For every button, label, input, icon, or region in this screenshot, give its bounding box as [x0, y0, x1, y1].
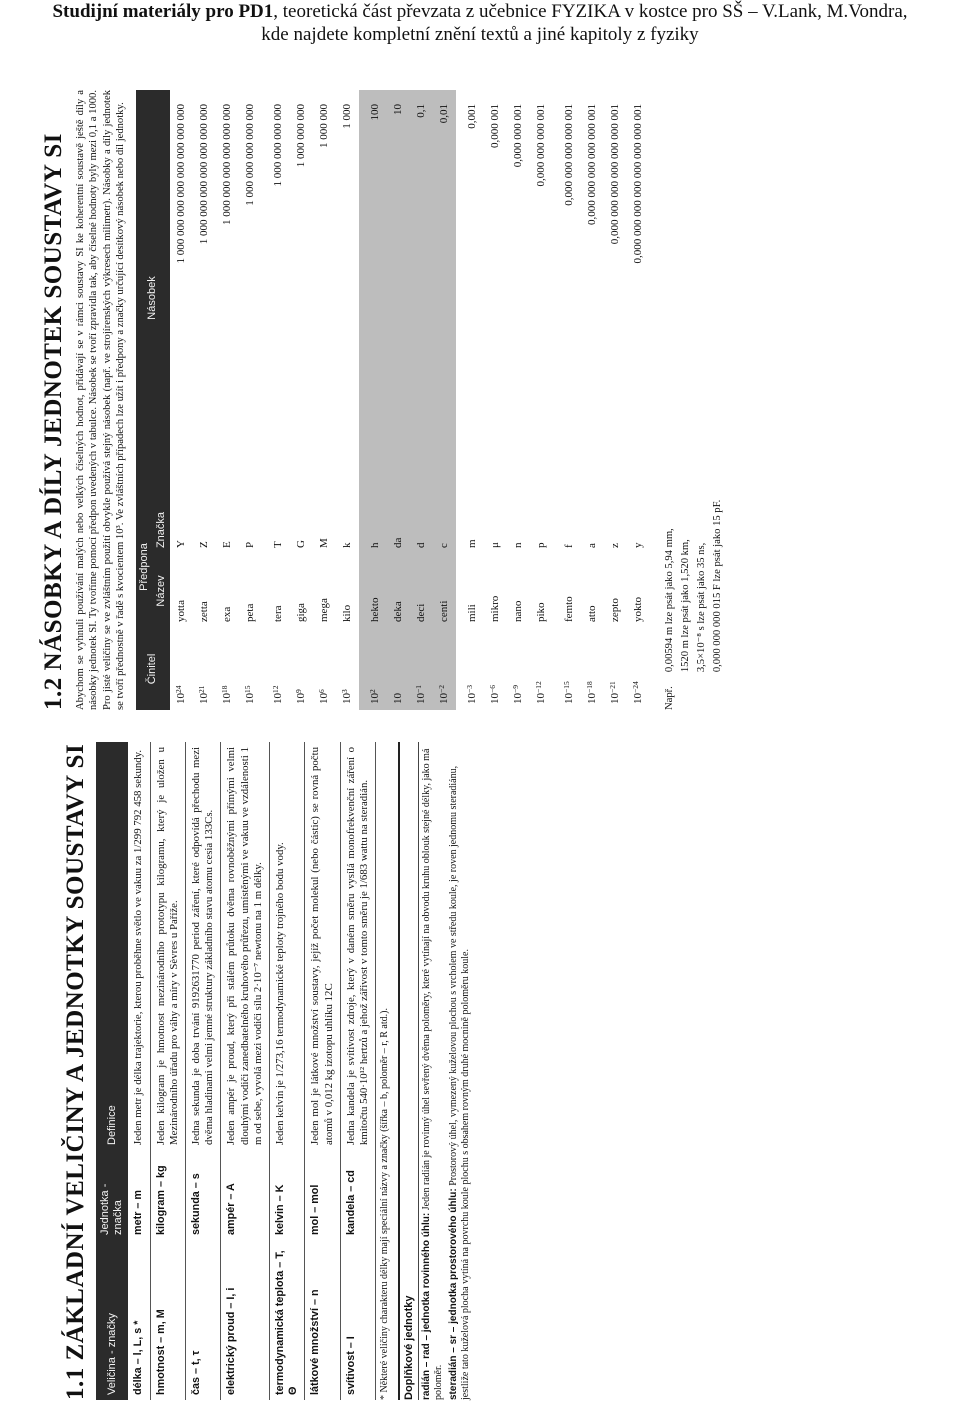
prefix-name-cell: kilo [340, 604, 353, 622]
section-title-1-1: 1.1 ZÁKLADNÍ VELIČINY A JEDNOTKY SOUSTAVY SI [62, 743, 89, 1400]
prefix-symbol-cell: c [433, 506, 456, 554]
prefix-name-cell: exa [220, 606, 233, 622]
table-row [627, 90, 650, 710]
prefix-symbol-cell: z [608, 543, 621, 548]
unit-cell: kelvin – K [270, 1150, 305, 1240]
factor-cell [581, 628, 604, 710]
factor-cell [170, 628, 193, 710]
factor-cell [410, 628, 433, 710]
prefix-symbol-cell: E [220, 541, 233, 548]
factor-exponent: 24 [173, 685, 183, 693]
multiple-cell: 1 000 000 000 000 000 000 [220, 104, 233, 225]
factor-cell [359, 628, 387, 710]
multiple-cell: 1 000 000 000 [294, 104, 307, 168]
col-prefix: Předpona [136, 506, 153, 628]
factor-exponent: −21 [607, 681, 617, 693]
table-row [216, 90, 239, 710]
prefix-name-cell: zepto [608, 598, 621, 622]
quantity-cell: termodynamická teplota – T, Θ [270, 1240, 305, 1400]
col-unit: Jednotka - značka [96, 1150, 128, 1240]
factor-base: 10 [534, 693, 547, 704]
factor-cell [604, 628, 627, 710]
table-row [433, 90, 456, 710]
factor-cell [290, 628, 313, 710]
multiple-cell: 0,000 000 000 000 001 [562, 104, 575, 206]
multiple-cell: 0,000 000 000 000 000 000 000 001 [631, 104, 644, 264]
factor-exponent: 21 [196, 685, 206, 693]
factor-exponent: 18 [219, 685, 229, 693]
definition-cell: Jedna sekunda je doba trvání 9192631770 period záření, které odpovídá přechodu mezi dvěma hladinami velmi jemné struktury základního stavu atomu cesia 133Cs. [186, 742, 221, 1150]
prefix-symbol-cell: n [511, 542, 524, 548]
prefix-name-cell: piko [534, 602, 547, 622]
unit-cell: kandela – cd [340, 1150, 375, 1240]
factor-exponent: −2 [436, 685, 446, 693]
multiple-cell: 10 [387, 90, 410, 506]
prefix-header-row-1 [136, 90, 153, 710]
radian-text: Jeden radián je rovinný úhel sevřený dvěma poloměry, které vytínají na obvodu kruhu oblouk stejné délky, jako má poloměr. [420, 748, 445, 1400]
table-row [553, 90, 581, 710]
col-definition: Definice [96, 742, 128, 1150]
prefix-symbol-cell: h [359, 506, 387, 554]
quantity-cell: svítivost – I [340, 1240, 375, 1400]
factor-cell [456, 628, 484, 710]
unit-cell: metr – m [128, 1150, 150, 1240]
prefix-name-cell: atto [585, 605, 598, 622]
table-row [387, 90, 410, 710]
table-row [186, 742, 221, 1400]
header-rest: , teoretická část převzata z učebnice FYZIKA v kostce pro SŠ – V.Lank, M.Vondra, [273, 1, 908, 22]
quantity-cell: elektrický proud – I, i [221, 1240, 270, 1400]
table-row [193, 90, 216, 710]
table-row [170, 90, 193, 710]
definition-cell: Jedna kandela je svítivost zdroje, který v daném směru vysílá monofrekvenční záření o kmitočtu 540·10¹² hertzů a jehož zářivost v tomto směru je 1/683 wattu na steradián. [340, 742, 375, 1150]
factor-base: 10 [465, 693, 478, 704]
prefix-symbol-cell: y [631, 542, 644, 548]
multiple-cell: 1 000 000 000 000 [271, 104, 284, 187]
table-row [484, 90, 507, 710]
multiple-cell: 0,000 001 [488, 104, 501, 148]
col-quantity: Veličina - značky [96, 1240, 128, 1400]
factor-cell [336, 628, 359, 710]
prefix-symbol-cell: M [317, 538, 330, 548]
quantity-cell: hmotnost – m, M [150, 1240, 185, 1400]
multiple-cell: 0,000 000 000 001 [534, 104, 547, 187]
multiple-cell: 0,000 000 000 000 000 001 [585, 104, 598, 225]
prefix-name-cell: femto [562, 596, 575, 622]
multiple-cell: 0,1 [410, 90, 433, 506]
factor-cell [193, 628, 216, 710]
supplementary-title: Doplňkové jednotky [398, 742, 419, 1400]
table-row [221, 742, 270, 1400]
multiple-cell: 1 000 000 000 000 000 000 000 [197, 104, 210, 245]
prefix-symbol-cell: f [562, 544, 575, 548]
header-line-1 [0, 0, 960, 23]
unit-cell: ampér – A [221, 1150, 270, 1240]
factor-base: 10 [585, 693, 598, 704]
definition-cell: Jeden kilogram je hmotnost mezinárodního prototypu kilogramu, který je uložen u Mezinárodního úřadu pro váhy a míry v Sèvres u Paříže. [150, 742, 185, 1150]
prefix-name-cell: yokto [631, 596, 644, 622]
table-header-row [96, 742, 128, 1400]
examples-label: Např. [663, 686, 675, 710]
prefix-name-cell: hekto [359, 554, 387, 628]
table-row [270, 742, 305, 1400]
factor-base: 10 [437, 693, 450, 704]
examples-list [662, 500, 726, 672]
page-header [0, 0, 960, 46]
unit-cell: sekunda – s [186, 1150, 221, 1240]
prefix-table [136, 90, 650, 710]
section-prefixes [40, 90, 960, 710]
prefix-name-cell: peta [243, 603, 256, 622]
factor-base: 10 [562, 693, 575, 704]
factor-base: 10 [488, 693, 501, 704]
factor-cell [313, 628, 336, 710]
factor-exponent: −18 [584, 681, 594, 693]
table-row [410, 90, 433, 710]
factor-cell [530, 628, 553, 710]
prefix-name-cell: tera [271, 605, 284, 622]
col-factor: Činitel [136, 628, 170, 710]
factor-base: 10 [317, 693, 330, 704]
prefix-symbol-cell: m [465, 539, 478, 548]
quantity-cell: délka – l, L, s * [128, 1240, 150, 1400]
definition-cell: Jeden metr je délka trajektorie, kterou proběhne světlo ve vakuu za 1/299 792 458 sekundy. [128, 742, 150, 1150]
prefix-name-cell: mili [465, 604, 478, 622]
factor-base: 10 [174, 693, 187, 704]
factor-exponent: −3 [464, 685, 474, 693]
factor-cell [484, 628, 507, 710]
prefix-name-cell: mega [317, 598, 330, 622]
prefix-symbol-cell: P [243, 541, 256, 548]
factor-base: 10 [220, 693, 233, 704]
factor-base: 10 [414, 693, 427, 704]
prefix-symbol-cell: k [340, 542, 353, 548]
factor-base: 10 [243, 693, 256, 704]
steradian-label: steradián – sr – jednotka prostorového úhlu: [447, 1188, 459, 1400]
factor-base: 10 [511, 693, 524, 704]
factor-exponent: −12 [533, 681, 543, 693]
factor-base: 10 [271, 693, 284, 704]
multiple-cell: 0,01 [433, 90, 456, 506]
prefix-symbol-cell: d [410, 506, 433, 554]
factor-exponent: 6 [316, 689, 326, 693]
prefix-name-cell: nano [511, 600, 524, 622]
prefix-name-cell: deka [387, 554, 410, 628]
table-row [581, 90, 604, 710]
prefix-symbol-cell: a [585, 543, 598, 548]
prefix-name-cell: centi [433, 554, 456, 628]
factor-cell [627, 628, 650, 710]
example-item: 0,000 000 000 015 F lze psát jako 15 pF. [711, 499, 723, 673]
table-row [456, 90, 484, 710]
prefix-symbol-cell: Y [174, 540, 187, 548]
factor-exponent: 3 [339, 689, 349, 693]
multiple-cell: 1 000 [340, 104, 353, 129]
col-multiple: Násobek [136, 90, 170, 506]
unit-cell: kilogram – kg [150, 1150, 185, 1240]
factor-cell [239, 628, 262, 710]
multiple-cell: 100 [359, 90, 387, 506]
example-item: 3,5×10⁻⁸ s lze psát jako 35 ns, [695, 542, 707, 673]
multiple-cell: 0,000 000 000 000 000 000 001 [608, 104, 621, 245]
table-row [239, 90, 262, 710]
factor-exponent: 15 [242, 685, 252, 693]
factor-cell [433, 628, 456, 710]
table-row [305, 742, 340, 1400]
multiple-cell: 1 000 000 [317, 104, 330, 148]
col-name: Název [153, 554, 170, 628]
factor-base: 10 [294, 693, 307, 704]
definition-cell: Jeden mol je látkové množství soustavy, jejíž počet molekul (nebo částic) se rovná počtu atomů v 0,012 kg izotopu uhlíku 12C [305, 742, 340, 1150]
prefix-name-cell: yotta [174, 600, 187, 622]
definition-cell: Jeden ampér je proud, který při stálém průtoku dvěma rovnoběžnými přímými velmi dlouhými vodiči zanedbatelného kruhového průřezu, umístěnými ve vakuu ve vzdálenosti 1 m od sebe, vyvolá mezi vodiči sílu 2·10⁻⁷ newtonu na 1 m délky. [221, 742, 270, 1150]
table-row [530, 90, 553, 710]
factor-base: 10 [340, 693, 353, 704]
table-row [340, 742, 375, 1400]
prefix-intro: Abychom se vyhnuli používání malých nebo velkých číselných hodnot, přidávají se v rámci soustavy SI ke koherentní soustavě ještě díly a násobky jednotek SI. Ty tvoříme pomocí předpon uvedených v tabulce. Násobek se tvoří zpravidla tak, aby číselné hodnoty byly mezi 0,1 a 1000. Pro jisté veličiny se ve zvláštním použití obvykle používá stejný násobek (např. ve strojírenských výkresech milimetr). Násobky a díly jednotek se tvoří přednostně v řadě s kvocientem 10³. Ve zvláštních případech lze užít i předpony a značky určující desítkový násobek nebo díl jednotky. [75, 90, 127, 710]
radian-definition [421, 742, 446, 1400]
factor-exponent: −24 [630, 681, 640, 693]
example-item: 1520 m lze psát jako 1,520 km, [679, 539, 691, 673]
multiple-cell: 0,000 000 001 [511, 104, 524, 168]
table-row [262, 90, 290, 710]
steradian-text: Prostorový úhel, vymezený kuželovou plochou s vrcholem ve středu koule, je roven jednomu steradiánu, jestliže tato kuželová plocha vytíná na povrchu koule plochu s obsahem rovným druhé mocnině poloměru koule. [447, 765, 472, 1400]
factor-exponent: 2 [367, 689, 377, 693]
factor-cell [216, 628, 239, 710]
examples [662, 90, 726, 710]
quantity-cell: čas – t, τ [186, 1240, 221, 1400]
prefix-symbol-cell: T [271, 541, 284, 548]
factor-base: 10 [391, 693, 404, 704]
section-title-1-2: 1.2 NÁSOBKY A DÍLY JEDNOTEK SOUSTAVY SI [40, 133, 67, 710]
prefix-name-cell: zetta [197, 601, 210, 622]
multiple-cell: 0,001 [465, 104, 478, 129]
factor-cell [387, 628, 410, 710]
factor-exponent: −6 [487, 685, 497, 693]
multiple-cell: 1 000 000 000 000 000 [243, 104, 256, 206]
example-item: 0,00594 m lze psát jako 5,94 mm, [663, 528, 675, 673]
base-units-table [96, 742, 376, 1400]
header-line-2: kde najdete kompletní znění textů a jiné kapitoly z fyziky [261, 24, 699, 45]
footnote: * Některé veličiny charakteru délky mají speciální názvy a značky (šířka – b, poloměr – r, R atd.). [379, 1008, 391, 1400]
table-row [336, 90, 359, 710]
prefix-symbol-cell: μ [488, 542, 501, 548]
table-row [150, 742, 185, 1400]
prefix-name-cell: mikro [488, 595, 501, 622]
supplementary-units [421, 742, 473, 1400]
factor-cell [507, 628, 530, 710]
definition-cell: Jeden kelvin je 1/273,16 termodynamické teploty trojného bodu vody. [270, 742, 305, 1150]
multiple-cell: 1 000 000 000 000 000 000 000 000 [174, 104, 187, 264]
factor-exponent: −1 [413, 685, 423, 693]
table-row [128, 742, 150, 1400]
section-base-units [62, 742, 712, 1400]
prefix-symbol-cell: p [534, 542, 547, 548]
factor-exponent: −15 [561, 681, 571, 693]
factor-exponent: 9 [293, 689, 303, 693]
unit-cell: mol – mol [305, 1150, 340, 1240]
table-row [313, 90, 336, 710]
factor-cell [553, 628, 581, 710]
steradian-definition [448, 742, 473, 1400]
col-symbol: Značka [153, 506, 170, 554]
prefix-symbol-cell: da [387, 506, 410, 554]
factor-cell [262, 628, 290, 710]
prefix-name-cell: giga [294, 603, 307, 622]
prefix-symbol-cell: G [294, 540, 307, 548]
table-row [604, 90, 627, 710]
table-row [507, 90, 530, 710]
factor-base: 10 [631, 693, 644, 704]
table-row [290, 90, 313, 710]
table-row [359, 90, 387, 710]
factor-base: 10 [608, 693, 621, 704]
radian-label: radián – rad – jednotka rovinného úhlu: [420, 1212, 432, 1400]
prefix-name-cell: deci [410, 554, 433, 628]
factor-exponent: 12 [270, 685, 280, 693]
factor-base: 10 [368, 693, 381, 704]
quantity-cell: látkové množství – n [305, 1240, 340, 1400]
factor-exponent: −9 [510, 685, 520, 693]
header-bold: Studijní materiály pro PD1 [52, 1, 274, 22]
prefix-symbol-cell: Z [197, 541, 210, 548]
factor-base: 10 [197, 693, 210, 704]
